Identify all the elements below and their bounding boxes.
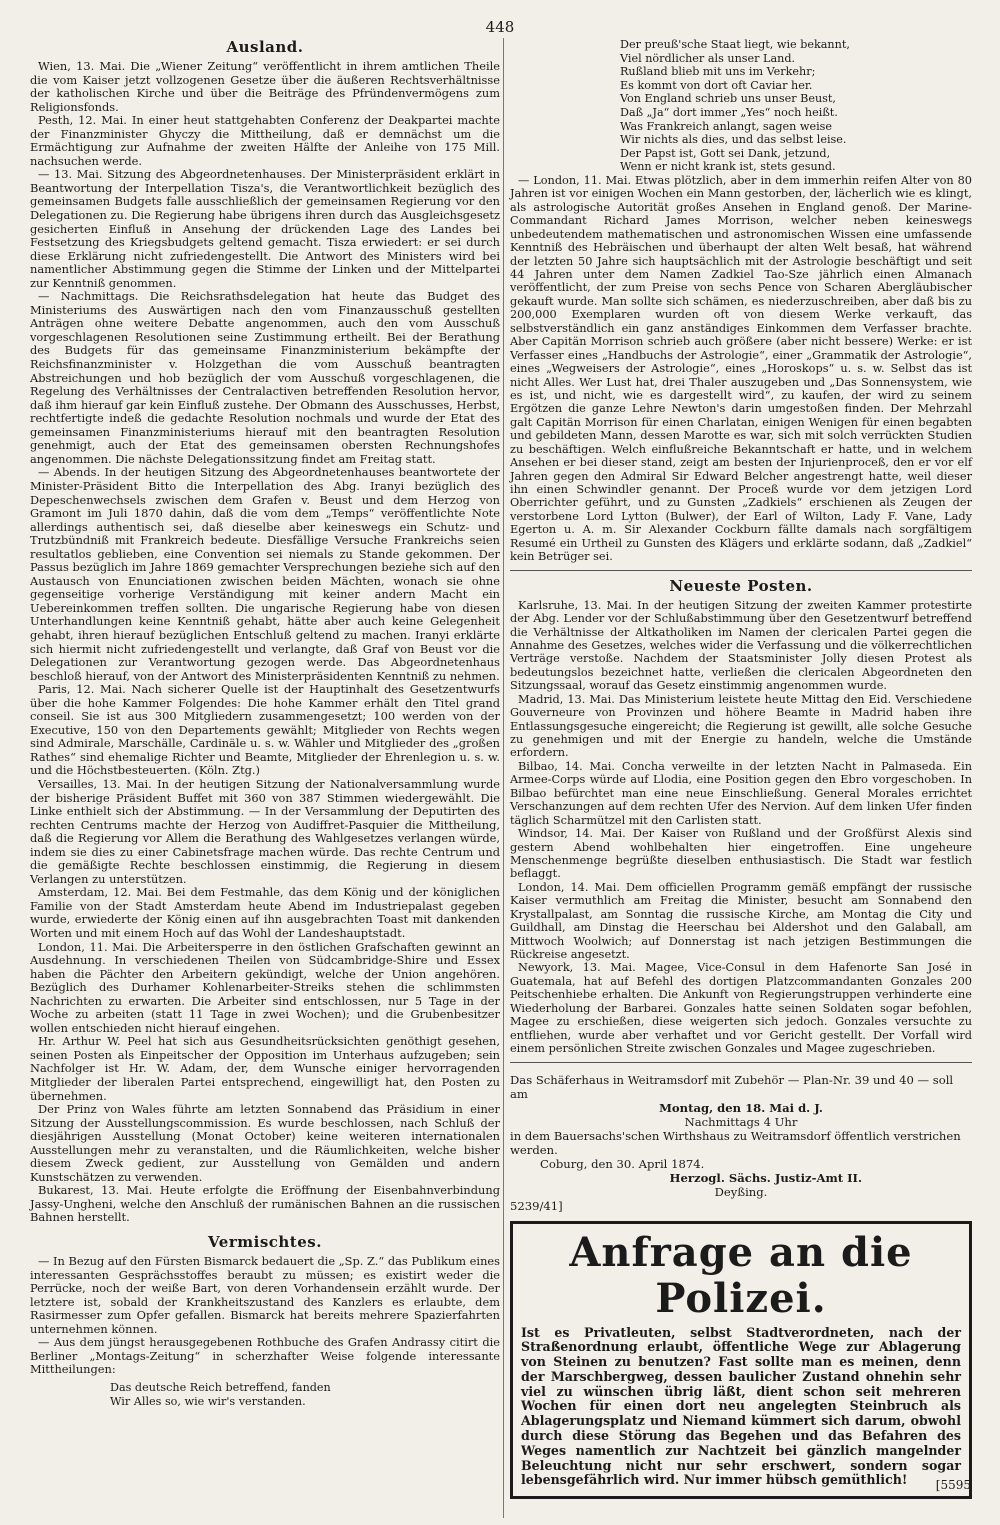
article-pesth-13: — 13. Mai. Sitzung des Abgeordnetenhauses. Der Ministerpräsident erklärt in Beantwortung der Interpellation Tisza's, die Verantwortlichkeit bezüglich des gemeinsamen Budgets falle ausschließlich der gemeinsamen Regierung vor den Delegationen zu. Die Regierung habe übrigens ihren durch das Ausgleichsgesetz gesicherten Einfluß in Ansehung der drückenden Lage des Landes bei Festsetzung des Kriegsbudgets geltend gemacht. Tisza erwiedert: er sei durch diese Erklärung nicht zufriedengestellt. Die Antwort des Ministers wird bei namentlicher Abstimmung gegen die Stimme der Linken und der Mittelpartei zur Kenntniß genommen. xyxy=(30,167,500,290)
article-abends: — Abends. In der heutigen Sitzung des Abgeordnetenhauses beantwortete der Minister-Präsident Bitto die Interpellation des Abg. Iranyi bezüglich des Depeschenwechsels zwischen dem Grafen v. Beust und dem Herzog von Gramont im Juli 1870 dahin, daß die vom dem „Temps“ veröffentlichte Note allerdings authentisch sei, daß dieselbe aber keineswegs ein Schutz- und Trutzbündniß mit Frankreich bedeute. Diesfällige Versuche Frankreichs seien resultatlos geblieben, eine Convention sei niemals zu Stande gekommen. Der Passus bezüglich im Jahre 1869 gemachter Versprechungen beziehe sich auf den Austausch von Enunciationen zwischen beiden Mächten, wonach sie ohne gegenseitige vorherige Verständigung mit keiner andern Macht ein Uebereinkommen treffen sollten. Die ungarische Regierung habe von diesen Unterhandlungen keine Kenntniß gehabt, hätte aber auch keine Gelegenheit gehabt, ihren hierauf bezüglichen Entschluß geltend zu machen. Iranyi erklärte sich hiermit nicht zufriedengestellt und verlangte, daß Graf von Beust vor die Delegationen zur Verantwortung gezogen werde. Das Abgeordnetenhaus beschloß hierauf, von der Antwort des Ministerpräsidenten Kenntniß zu nehmen. xyxy=(30,465,500,683)
poem-line: Wir nichts als dies, und das selbst leise. xyxy=(620,133,847,147)
right-column xyxy=(510,38,972,1499)
poem-line: Viel nördlicher als unser Land. xyxy=(620,51,796,65)
notice-authority: Herzogl. Sächs. Justiz-Amt II. xyxy=(669,1170,862,1185)
divider xyxy=(510,570,972,571)
news-bilbao: Bilbao, 14. Mai. Concha verweilte in der letzten Nacht in Palmaseda. Ein Armee-Corps würde auf Llodia, eine Position gegen den Ebro vorgeschoben. In Bilbao befürchtet man eine neue Einschließung. General Morales errichtet Verschanzungen auf dem rechten Ufer des Nervion. Auf dem linken Ufer finden täglich Scharmützel mit den Carlisten statt. xyxy=(510,759,972,827)
notice-time: Nachmittags 4 Uhr xyxy=(684,1114,798,1129)
poem-line: Daß „Ja“ dort immer „Yes“ noch heißt. xyxy=(620,105,838,119)
poem-continued xyxy=(510,38,972,174)
article-delegation: — Nachmittags. Die Reichsrathsdelegation hat heute das Budget des Ministeriums des Auswärtigen nach den vom Finanzausschuß gestellten Anträgen ohne weitere Debatte angenommen, auch den vom Ausschuß vorgeschlagenen Resolutionen seine Zustimmung ertheilt. Bei der Berathung des Budgets für das gemeinsame Finanzministerium bekämpfte der Reichsfinanzminister v. Holzgethan die vom Ausschuß beantragten Abstreichungen und hob bezüglich der vom Ausschuß vorgeschlagenen, die Regelung des Verhältnisses der Centralactiven betreffenden Resolution hervor, daß ihm hierauf gar kein Einfluß zustehe. Der Obmann des Ausschusses, Herbst, rechtfertigte indeß die gedachte Resolution nochmals und wurde der Etat des gemeinsamen Finanzministeriums hierauf mit den beantragten Resolution genehmigt, auch der Etat des gemeinsamen obersten Rechnungshofes angenommen. Die nächste Delegationssitzung findet am Freitag statt. xyxy=(30,289,500,466)
article-wien: Wien, 13. Mai. Die „Wiener Zeitung“ veröffentlicht in ihrem amtlichen Theile die vom Kaiser jetzt vollzogenen Gesetze über die äußeren Rechtsverhältnisse der katholischen Kirche und über die Beiträge des Pfründenvermögens zum Religionsfonds. xyxy=(30,59,500,114)
page-number: 448 xyxy=(485,18,515,36)
anfrage-title: Anfrage an die Polizei. xyxy=(569,1228,913,1322)
section-title-ausland: Ausland. xyxy=(226,38,304,56)
article-peel: Hr. Arthur W. Peel hat sich aus Gesundheitsrücksichten genöthigt gesehen, seinen Posten als Einpeitscher der Opposition im Unterhaus aufzugeben; sein Nachfolger ist Hr. W. Adam, der, dem Wunsche einiger hervorragenden Mitglieder der liberalen Partei entsprechend, eingewilligt hat, den Posten zu übernehmen. xyxy=(30,1034,500,1103)
article-bismarck: — In Bezug auf den Fürsten Bismarck bedauert die „Sp. Z.“ das Publikum eines interessanten Gesprächsstoffes beraubt zu müssen; es existirt weder die Perrücke, noch der weiße Bart, von deren Vorhandensein erzählt wurde. Der letztere ist, sobald der Krankheitszustand des Kanzlers es erlaubte, dem Rasirmesser zum Opfer gefallen. Bismarck hat bereits mehrere Spazierfahrten unternehmen können. xyxy=(30,1254,500,1336)
anfrage-ad xyxy=(510,1221,972,1500)
poem-line: Rußland blieb mit uns im Verkehr; xyxy=(620,65,816,79)
poem-line: Das deutsche Reich betreffend, fanden xyxy=(110,1380,331,1394)
notice-dateline: Coburg, den 30. April 1874. xyxy=(540,1156,705,1171)
poem-line: Wir Alles so, wie wir's verstanden. xyxy=(110,1394,306,1408)
notice-text: Das Schäferhaus in Weitramsdorf mit Zubehör — Plan-Nr. 39 und 40 — soll am xyxy=(510,1072,954,1101)
news-madrid: Madrid, 13. Mai. Das Ministerium leistete heute Mittag den Eid. Verschiedene Gouverneure von Provinzen und höhere Beamte in Madrid haben ihre Entlassungsgesuche eingereicht; die Regierung ist gewillt, alle solche Gesuche zu genehmigen und mit der Energie zu handeln, welche die Umstände erfordern. xyxy=(510,692,972,760)
article-pesth: Pesth, 12. Mai. In einer heut stattgehabten Conferenz der Deakpartei machte der Finanzminister Ghyczy die Mittheilung, daß er demnächst um die Ermächtigung zur Aufnahme der zweiten Hälfte der Anleihe von 175 Mill. nachsuchen werde. xyxy=(30,113,500,168)
news-karlsruhe: Karlsruhe, 13. Mai. In der heutigen Sitzung der zweiten Kammer protestirte der Abg. Lender vor der Schlußabstimmung über den Gesetzentwurf betreffend die Verhältnisse der Altkatholiken im Namen der clericalen Partei gegen die Annahme des Gesetzes, welches wider die Verfassung und die völkerrechtlichen Verträge verstoße. Nachdem der Staatsminister Jolly diesen Protest als bedeutungslos bezeichnet hatte, verließen die clericalen Abgeordneten den Sitzungssaal, worauf das Gesetz einstimmig angenommen wurde. xyxy=(510,598,972,693)
anfrage-body: Ist es Privatleuten, selbst Stadtverordneten, nach der Straßenordnung erlaubt, öffentliche Wege zur Ablagerung von Steinen zu benutzen? Fast sollte man es meinen, denn der Marschbergweg, dessen baulicher Zustand ohnehin sehr viel zu wünschen übrig läßt, dient schon seit mehreren Wochen für einen dort neu angelegten Steinbruch als Ablagerungsplatz und Niemand kümmert sich darum, obwohl durch diese Störung das Begehen und das Befahren des Weges namentlich zur Nachtzeit bei gänzlich mangelnder Beleuchtung nicht nur sehr erschwert, sondern sogar lebensgefährlich wird. Nur immer hübsch gemüthlich! xyxy=(521,1324,961,1488)
article-bukarest: Bukarest, 13. Mai. Heute erfolgte die Eröffnung der Eisenbahnverbindung Jassy-Ungheni, welche den Anschluß der rumänischen Bahnen an die russischen Bahnen herstellt. xyxy=(30,1183,500,1225)
poem-line: Der Papst ist, Gott sei Dank, jetzund, xyxy=(620,146,831,160)
left-column xyxy=(30,38,500,1408)
poem-line: Von England schrieb uns unser Beust, xyxy=(620,92,836,106)
poem-line: Es kommt von dort oft Caviar her. xyxy=(620,78,813,92)
article-london: London, 11. Mai. Die Arbeitersperre in den östlichen Grafschaften gewinnt an Ausdehnung. In verschiedenen Theilen von Südcambridge-Shire und Essex haben die Pächter den Arbeitern gekündigt, welche der Union angehören. Bezüglich des Durhamer Kohlenarbeiter-Streiks stehen die schlimmsten Nachrichten zu erwarten. Die Arbeiter sind entschlossen, nur 5 Tage in der Woche zu arbeiten (statt 11 Tage in zwei Wochen); und die Grubenbesitzer wollen entschieden nicht hierauf eingehen. xyxy=(30,939,500,1035)
article-versailles: Versailles, 13. Mai. In der heutigen Sitzung der Nationalversammlung wurde der bisherige Präsident Buffet mit 360 von 387 Stimmen wiedergewählt. Die Linke enthielt sich der Abstimmung. — In der Versammlung der Deputirten des rechten Centrums machte der Herzog von Audiffret-Pasquier die Mittheilung, daß die Regierung vor Allem die Berathung des Wahlgesetzes verlangen würde, indem sie dies zu einer Cabinetsfrage machen würde. Das rechte Centrum und die gemäßigte Rechte beschlossen einstimmig, die Regierung in diesem Verlangen zu unterstützen. xyxy=(30,776,500,886)
news-newyork: Newyork, 13. Mai. Magee, Vice-Consul in dem Hafenorte San José in Guatemala, hat auf Befehl des dortigen Platzcommandanten Gonzales 200 Peitschenhiebe erhalten. Die Ankunft von Regierungstruppen verhinderte eine Wiederholung der Barbarei. Gonzales hatte seinen Soldaten sogar befohlen, Magee zu erschießen, diese weigerten sich jedoch. Gonzales versuchte zu entfliehen, wurde aber verhaftet und vor Gericht gestellt. Der Vorfall wird einem persönlichen Streite zwischen Gonzales und Magee zugeschrieben. xyxy=(510,961,972,1056)
article-rothbuch: — Aus dem jüngst herausgegebenen Rothbuche des Grafen Andrassy citirt die Berliner „Montags-Zeitung“ in scherzhafter Weise folgende interessante Mittheilungen: xyxy=(30,1335,500,1377)
column-divider xyxy=(503,38,504,1518)
auction-notice xyxy=(510,1073,972,1213)
section-title-vermischtes: Vermischtes. xyxy=(208,1233,322,1252)
poem-line: Der preuß'sche Staat liegt, wie bekannt, xyxy=(620,38,850,51)
article-paris: Paris, 12. Mai. Nach sicherer Quelle ist der Hauptinhalt des Gesetzentwurfs über die hohe Kammer Folgendes: Die hohe Kammer erhält den Titel grand conseil. Sie ist aus 300 Mitgliedern zusammengesetzt; 100 werden von der Executive, 150 von den Departements gewählt; Mitglieder von Rechts wegen sind Admirale, Marschälle, Cardinäle u. s. w. Wähler und Mitglieder des „großen Rathes“ sind ehemalige Richter und Beamte, Mitglieder der Ehrenlegion u. s. w. und die Höchstbesteuerten. (Köln. Ztg.) xyxy=(30,682,500,778)
notice-signatory: Deyßing. xyxy=(714,1184,768,1199)
article-london-morrison: — London, 11. Mai. Etwas plötzlich, aber in dem immerhin reifen Alter von 80 Jahren ist vor einigen Wochen ein Mann gestorben, der, lächerlich wie es klingt, als astrologische Autorität großes Ansehen in England genoß. Der Marine-Commandant Richard James Morrison, welcher neben keineswegs unbedeutendem mathematischen und astronomischen Wissen eine umfassende Kenntniß des Hebräischen und überhaupt der alten Welt besaß, hat während der letzten 50 Jahre sich hauptsächlich mit der Astrologie beschäftigt und seit 44 Jahren unter dem Namen Zadkiel Tao-Sze jährlich einen Almanach veröffentlicht, der zum Preise von sechs Pence von Scharen Abergläubischer gekauft wurde. Man sollte sich schämen, es niederzuschreiben, aber daß bis zu 200,000 Exemplaren wurden oft von diesem Werke verkauft, das selbstverständlich ein ganz anständiges Einkommen dem Verfasser brachte. Aber Capitän Morrison schrieb auch größere (aber nicht bessere) Werke: er ist Verfasser eines „Handbuchs der Astrologie“, einer „Grammatik der Astrologie“, eines „Wegweisers der Astrologie“, eines „Horoskops“ u. s. w. Selbst das ist nicht Alles. Wer Lust hat, drei Thaler auszugeben und „Das Sonnensystem, wie es ist, und nicht, wie es dargestellt wird“, zu kaufen, der wird zu seinem Ergötzen die ganze Lehre Newton's darin umgestoßen finden. Der Mehrzahl galt Capitän Morrison für einen Charlatan, einigen Wenigen für einen begabten und gebildeten Mann, dessen Marotte es war, sich mit solch verrückten Studien zu beschäftigen. Welch einflußreiche Bekanntschaft er hatte, und in welchem Ansehen er bei dieser stand, zeigt am besten der Injurienproceß, den er vor elf Jahren gegen den Admiral Sir Edward Belcher angestrengt hatte, weil dieser ihn einen Schwindler genannt. Der Proceß wurde vor dem jetzigen Lord Oberrichter geführt, und zu Gunsten „Zadkiels“ erschienen als Zeugen der verstorbene Lord Lytton (Bulwer), der Earl of Wilton, Lady F. Vane, Lady Egerton u. A. m. Sir Alexander Cockburn fällte damals nach sorgfältigem Resumé ein Urtheil zu Gunsten des Klägers und erklärte sodann, daß „Zadkiel“ kein Betrüger sei. xyxy=(510,173,972,564)
poem-start xyxy=(30,1381,500,1408)
article-amsterdam: Amsterdam, 12. Mai. Bei dem Festmahle, das dem König und der königlichen Familie von der Stadt Amsterdam heute Abend im Industriepalast gegeben wurde, erwiederte der König einen auf ihn ausgebrachten Toast mit dankenden Worten und mit einem Hoch auf das Wohl der Landeshauptstadt. xyxy=(30,885,500,940)
poem-line: Was Frankreich anlangt, sagen weise xyxy=(620,119,833,133)
anfrage-ref: [5595 xyxy=(935,1478,971,1493)
section-title-neueste-posten: Neueste Posten. xyxy=(669,576,813,595)
notice-ref: 5239/41] xyxy=(510,1198,563,1213)
poem-line: Wenn er nicht krank ist, stets gesund. xyxy=(620,160,836,174)
notice-date: Montag, den 18. Mai d. J. xyxy=(659,1100,823,1115)
news-windsor: Windsor, 14. Mai. Der Kaiser von Rußland und der Großfürst Alexis sind gestern Abend wohlbehalten hier eingetroffen. Eine ungeheure Menschenmenge begrüßte dieselben enthusiastisch. Die Stadt war festlich beflaggt. xyxy=(510,827,972,881)
notice-place: in dem Bauersachs'schen Wirthshaus zu Weitramsdorf öffentlich verstrichen werden. xyxy=(510,1128,961,1157)
news-london: London, 14. Mai. Dem officiellen Programm gemäß empfängt der russische Kaiser vermuthlich am Freitag die Minister, besucht am Sonnabend den Krystallpalast, am Sonntag die russische Kirche, am Montag die City und Guildhall, am Dinstag die Heerschau bei Aldershot und den Galaball, am Mittwoch Woolwich; auf Donnerstag ist nach jetzigen Bestimmungen die Rückreise angesetzt. xyxy=(510,880,972,961)
divider xyxy=(510,1062,972,1063)
article-prinz-wales: Der Prinz von Wales führte am letzten Sonnabend das Präsidium in einer Sitzung der Ausstellungscommission. Es wurde beschlossen, nach Schluß der diesjährigen Ausstellung (Monat October) keine weiteren internationalen Ausstellungen mehr zu veranstalten, und die Räumlichkeiten, welche bisher diesem Zweck gedient, zur Ausstellung von Gemälden und andern Kunstschätzen zu verwenden. xyxy=(30,1102,500,1184)
